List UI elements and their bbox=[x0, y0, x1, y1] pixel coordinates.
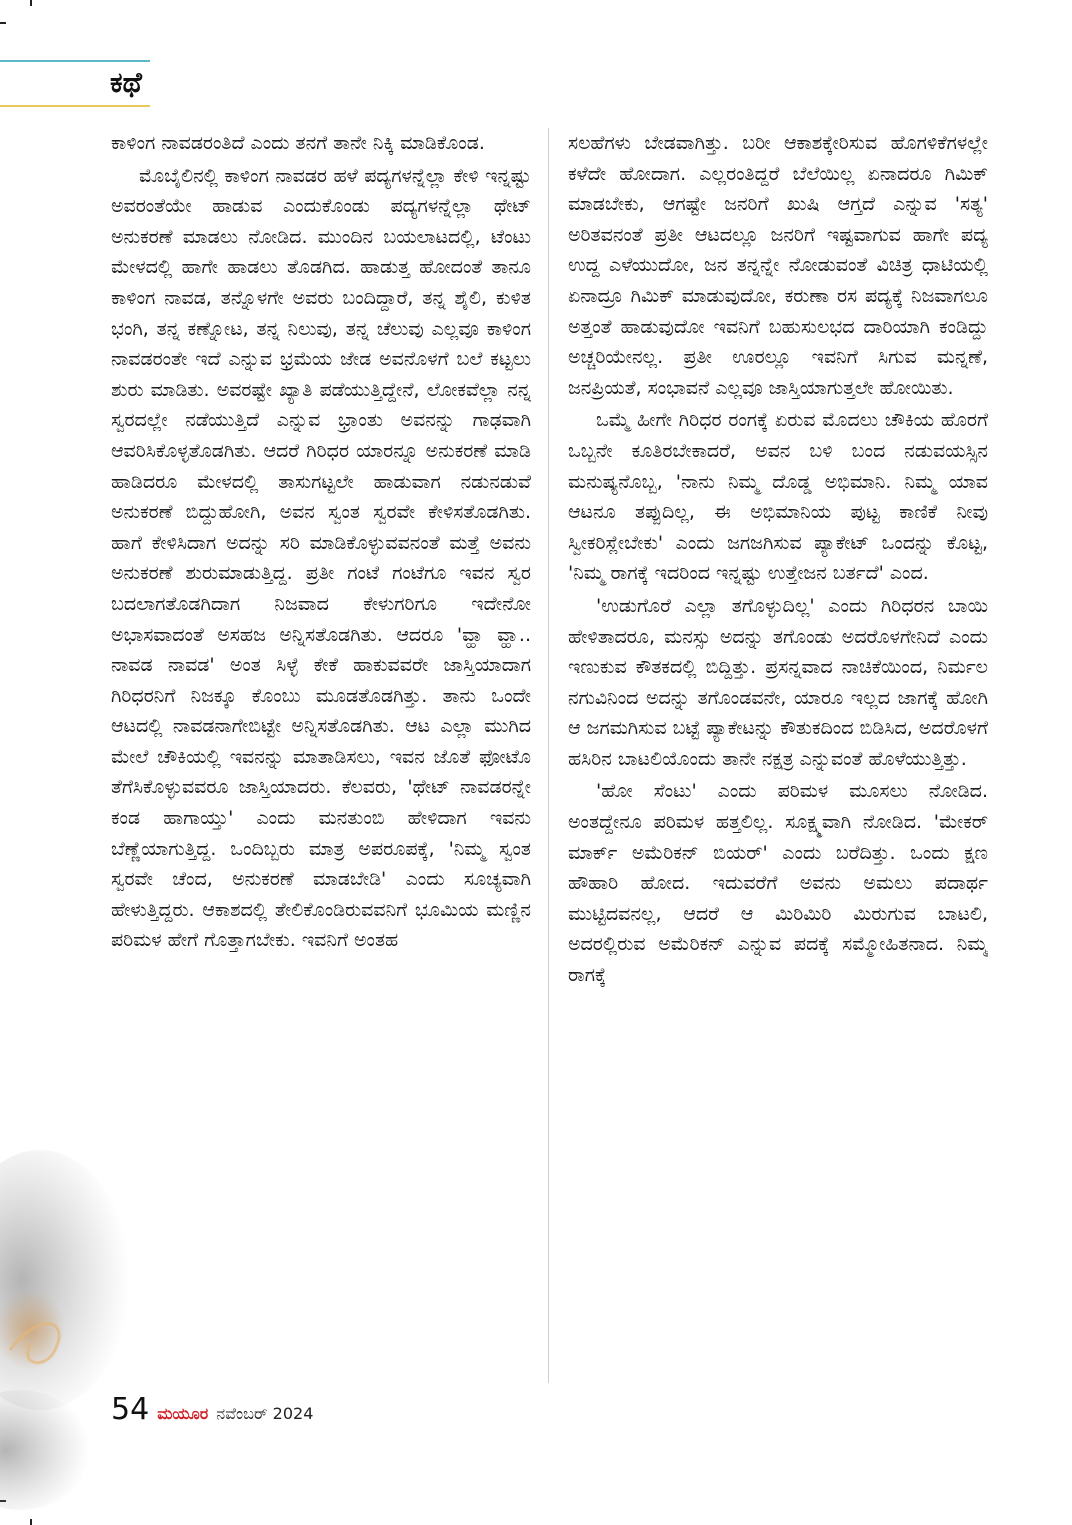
column-divider bbox=[548, 128, 549, 1383]
page-number: 54 bbox=[111, 1392, 150, 1427]
paragraph: 'ಉಡುಗೊರೆ ಎಲ್ಲಾ ತಗೊಳ್ಳುದಿಲ್ಲ' ಎಂದು ಗಿರಿಧರನ ಬಾಯಿ ಹೇಳಿತಾದರೂ, ಮನಸ್ಸು ಅದನ್ನು ತಗೊಂಡು ಅದರೊಳಗೇನಿದೆ ಎಂದು ಇಣುಕುವ ಕೌತಕದಲ್ಲಿ ಬಿದ್ದಿತ್ತು. ಪ್ರಸನ್ನವಾದ ನಾಚಿಕೆಯಿಂದ, ನಿರ್ಮಲ ನಗುವಿನಿಂದ ಅದನ್ನು ತಗೊಂಡವನೇ, ಯಾರೂ ಇಲ್ಲದ ಜಾಗಕ್ಕೆ ಹೋಗಿ ಆ ಜಗಮಗಿಸುವ ಬಟ್ಟೆ ಪ್ಯಾಕೇಟನ್ನು ಕೌತುಕದಿಂದ ಬಿಡಿಸಿದ, ಅದರೊಳಗೆ ಹಸಿರಿನ ಬಾಟಲಿಯೊಂದು ತಾನೇ ನಕ್ಷತ್ರ ಎನ್ನುವಂತೆ ಹೊಳೆಯುತ್ತಿತ್ತು. bbox=[568, 594, 988, 770]
crop-mark bbox=[30, 0, 32, 6]
magazine-name: ಮಯೂರ bbox=[157, 1404, 209, 1423]
paragraph: ಒಮ್ಮೆ ಹೀಗೇ ಗಿರಿಧರ ರಂಗಕ್ಕೆ ಏರುವ ಮೊದಲು ಚೌಕಿಯ ಹೊರಗೆ ಒಬ್ಬನೇ ಕೂತಿರಬೇಕಾದರೆ, ಅವನ ಬಳಿ ಬಂದ ನಡುವಯಸ್ಸಿನ ಮನುಷ್ಯನೊಬ್ಬ, 'ನಾನು ನಿಮ್ಮ ದೊಡ್ಡ ಅಭಿಮಾನಿ. ನಿಮ್ಮ ಯಾವ ಆಟನೂ ತಪ್ಪುದಿಲ್ಲ, ಈ ಅಭಿಮಾನಿಯ ಪುಟ್ಟ ಕಾಣಿಕೆ ನೀವು ಸ್ವೀಕರಿಸ್ಲೇಬೇಕು' ಎಂದು ಜಗಜಗಿಸುವ ಪ್ಯಾಕೇಟ್ ಒಂದನ್ನು ಕೊಟ್ಟ, 'ನಿಮ್ಮ ರಾಗಕ್ಕೆ ಇದರಿಂದ ಇನ್ನಷ್ಟು ಉತ್ತೇಜನ ಬರ್ತದೆ' ಎಂದ. bbox=[568, 409, 988, 585]
right-column bbox=[568, 128, 988, 1386]
issue-date: ನವೆಂಬರ್ 2024 bbox=[216, 1404, 314, 1423]
paragraph: ಸಲಹೆಗಳು ಬೇಡವಾಗಿತ್ತು. ಬರೀ ಆಕಾಶಕ್ಕೇರಿಸುವ ಹೊಗಳಿಕೆಗಳಲ್ಲೇ ಕಳೆದೇ ಹೋದಾಗ. ಎಲ್ಲರಂತಿದ್ದರೆ ಬೆಲೆಯಿಲ್ಲ ಏನಾದರೂ ಗಿಮಿಕ್ ಮಾಡಬೇಕು, ಆಗಷ್ಟೇ ಜನರಿಗೆ ಖುಷಿ ಆಗ್ತದೆ ಎನ್ನುವ 'ಸತ್ಯ' ಅರಿತವನಂತೆ ಪ್ರತೀ ಆಟದಲ್ಲೂ ಜನರಿಗೆ ಇಷ್ಟವಾಗುವ ಹಾಗೇ ಪದ್ಯ ಉದ್ದ ಎಳೆಯುದೋ, ಜನ ತನ್ನನ್ನೇ ನೋಡುವಂತೆ ವಿಚಿತ್ರ ಧಾಟಿಯಲ್ಲಿ ಏನಾದ್ರೂ ಗಿಮಿಕ್ ಮಾಡುವುದೋ, ಕರುಣಾ ರಸ ಪದ್ಯಕ್ಕೆ ನಿಜವಾಗಲೂ ಅತ್ತಂತೆ ಹಾಡುವುದೋ ಇವನಿಗೆ ಬಹುಸುಲಭದ ದಾರಿಯಾಗಿ ಕಂಡಿದ್ದು ಅಚ್ಚರಿಯೇನಲ್ಲ. ಪ್ರತೀ ಊರಲ್ಲೂ ಇವನಿಗೆ ಸಿಗುವ ಮನ್ನಣೆ, ಜನಪ್ರಿಯತೆ, ಸಂಭಾವನೆ ಎಲ್ಲವೂ ಜಾಸ್ತಿಯಾಗುತ್ತಲೇ ಹೋಯಿತು. bbox=[568, 132, 988, 399]
paragraph: 'ಹೋ ಸೆಂಟು' ಎಂದು ಪರಿಮಳ ಮೂಸಲು ನೋಡಿದ. ಅಂತದ್ದೇನೂ ಪರಿಮಳ ಹತ್ತಲಿಲ್ಲ. ಸೂಕ್ಷ್ಮವಾಗಿ ನೋಡಿದ. 'ಮೇಕರ್ ಮಾರ್ಕ್ ಅಮೆರಿಕನ್ ಬಿಯರ್' ಎಂದು ಬರೆದಿತ್ತು. ಒಂದು ಕ್ಷಣ ಹೌಹಾರಿ ಹೋದ. ಇದುವರೆಗೆ ಅವನು ಅಮಲು ಪದಾರ್ಥ ಮುಟ್ಟಿದವನಲ್ಲ, ಆದರೆ ಆ ಮಿರಿಮಿರಿ ಮಿರುಗುವ ಬಾಟಲಿ, ಅದರಲ್ಲಿರುವ ಅಮೆರಿಕನ್ ಎನ್ನುವ ಪದಕ್ಕೆ ಸಮ್ಮೋಹಿತನಾದ. ನಿಮ್ಮ ರಾಗಕ್ಕೆ bbox=[568, 780, 988, 987]
section-title: ಕಥೆ bbox=[110, 66, 142, 99]
crop-mark bbox=[0, 22, 6, 24]
left-column bbox=[111, 128, 531, 1386]
header-rule-teal bbox=[0, 60, 150, 62]
header-rule-yellow bbox=[0, 105, 150, 107]
page-footer bbox=[111, 1392, 313, 1432]
paragraph: ಮೊಬೈಲಿನಲ್ಲಿ ಕಾಳಿಂಗ ನಾವಡರ ಹಳೆ ಪದ್ಯಗಳನ್ನೆಲ್ಲಾ ಕೇಳಿ ಇನ್ನಷ್ಟು ಅವರಂತೆಯೇ ಹಾಡುವ ಎಂದುಕೊಂಡು ಪದ್ಯಗಳನ್ನೆಲ್ಲಾ ಥೇಟ್ ಅನುಕರಣೆ ಮಾಡಲು ನೋಡಿದ. ಮುಂದಿನ ಬಯಲಾಟದಲ್ಲಿ, ಟೆಂಟು ಮೇಳದಲ್ಲಿ ಹಾಗೇ ಹಾಡಲು ತೊಡಗಿದ. ಹಾಡುತ್ತ ಹೋದಂತೆ ತಾನೂ ಕಾಳಿಂಗ ನಾವಡ, ತನ್ನೊಳಗೇ ಅವರು ಬಂದಿದ್ದಾರೆ, ತನ್ನ ಶೈಲಿ, ಕುಳಿತ ಭಂಗಿ, ತನ್ನ ಕಣ್ನೋಟ, ತನ್ನ ನಿಲುವು, ತನ್ನ ಚೆಲುವು ಎಲ್ಲವೂ ಕಾಳಿಂಗ ನಾವಡರಂತೇ ಇದೆ ಎನ್ನುವ ಭ್ರಮೆಯ ಜೇಡ ಅವನೊಳಗೆ ಬಲೆ ಕಟ್ಟಲು ಶುರು ಮಾಡಿತು. ಅವರಷ್ಟೇ ಖ್ಯಾತಿ ಪಡೆಯುತ್ತಿದ್ದೇನೆ, ಲೋಕವೆಲ್ಲಾ ನನ್ನ ಸ್ವರದಲ್ಲೇ ನಡೆಯುತ್ತಿದೆ ಎನ್ನುವ ಭ್ರಾಂತು ಅವನನ್ನು ಗಾಢವಾಗಿ ಆವರಿಸಿಕೊಳ್ಳತೊಡಗಿತು. ಆದರೆ ಗಿರಿಧರ ಯಾರನ್ನೂ ಅನುಕರಣೆ ಮಾಡಿ ಹಾಡಿದರೂ ಮೇಳದಲ್ಲಿ ತಾಸುಗಟ್ಟಲೇ ಹಾಡುವಾಗ ನಡುನಡುವೆ ಅನುಕರಣೆ ಬಿದ್ದುಹೋಗಿ, ಅವನ ಸ್ವಂತ ಸ್ವರವೇ ಕೇಳಿಸತೊಡಗಿತು. ಹಾಗೆ ಕೇಳಿಸಿದಾಗ ಅದನ್ನು ಸರಿ ಮಾಡಿಕೊಳ್ಳುವವನಂತೆ ಮತ್ತೆ ಅವನು ಅನುಕರಣೆ ಶುರುಮಾಡುತ್ತಿದ್ದ. ಪ್ರತೀ ಗಂಟೆ ಗಂಟೆಗೂ ಇವನ ಸ್ವರ ಬದಲಾಗತೊಡಗಿದಾಗ ನಿಜವಾದ ಕೇಳುಗರಿಗೂ ಇದೇನೋ ಅಭಾಸವಾದಂತೆ ಅಸಹಜ ಅನ್ನಿಸತೊಡಗಿತು. ಆದರೂ 'ವ್ಹಾ ವ್ಹಾ.. ನಾವಡ ನಾವಡ' ಅಂತ ಸಿಳ್ಳೆ ಕೇಕೆ ಹಾಕುವವರೇ ಜಾಸ್ತಿಯಾದಾಗ ಗಿರಿಧರನಿಗೆ ನಿಜಕ್ಕೂ ಕೊಂಬು ಮೂಡತೊಡಗಿತ್ತು. ತಾನು ಒಂದೇ ಆಟದಲ್ಲಿ ನಾವಡನಾಗೇಬಿಟ್ಟೇ ಅನ್ನಿಸತೊಡಗಿತು. ಆಟ ಎಲ್ಲಾ ಮುಗಿದ ಮೇಲೆ ಚೌಕಿಯಲ್ಲಿ ಇವನನ್ನು ಮಾತಾಡಿಸಲು, ಇವನ ಜೊತೆ ಫೋಟೊ ತೆಗೆಸಿಕೊಳ್ಳುವವರೂ ಜಾಸ್ತಿಯಾದರು. ಕೆಲವರು, 'ಥೇಟ್ ನಾವಡರನ್ನೇ ಕಂಡ ಹಾಗಾಯ್ತು' ಎಂದು ಮನತುಂಬಿ ಹೇಳಿದಾಗ ಇವನು ಬೆಣ್ಣೆಯಾಗುತ್ತಿದ್ದ. ಒಂದಿಬ್ಬರು ಮಾತ್ರ ಅಪರೂಪಕ್ಕೆ, 'ನಿಮ್ಮ ಸ್ವಂತ ಸ್ವರವೇ ಚೆಂದ, ಅನುಕರಣೆ ಮಾಡಬೇಡಿ' ಎಂದು ಸೂಚ್ಯವಾಗಿ ಹೇಳುತ್ತಿದ್ದರು. ಆಕಾಶದಲ್ಲಿ ತೇಲಿಕೊಂಡಿರುವವನಿಗೆ ಭೂಮಿಯ ಮಣ್ಣಿನ ಪರಿಮಳ ಹೇಗೆ ಗೊತ್ತಾಗಬೇಕು. ಇವನಿಗೆ ಅಂತಹ bbox=[111, 164, 531, 952]
crop-mark bbox=[30, 1519, 32, 1525]
paragraph: ಕಾಳಿಂಗ ನಾವಡರಂತಿದೆ ಎಂದು ತನಗೆ ತಾನೇ ನಿಕ್ಕಿ ಮಾಡಿಕೊಂಡ. bbox=[111, 132, 485, 154]
